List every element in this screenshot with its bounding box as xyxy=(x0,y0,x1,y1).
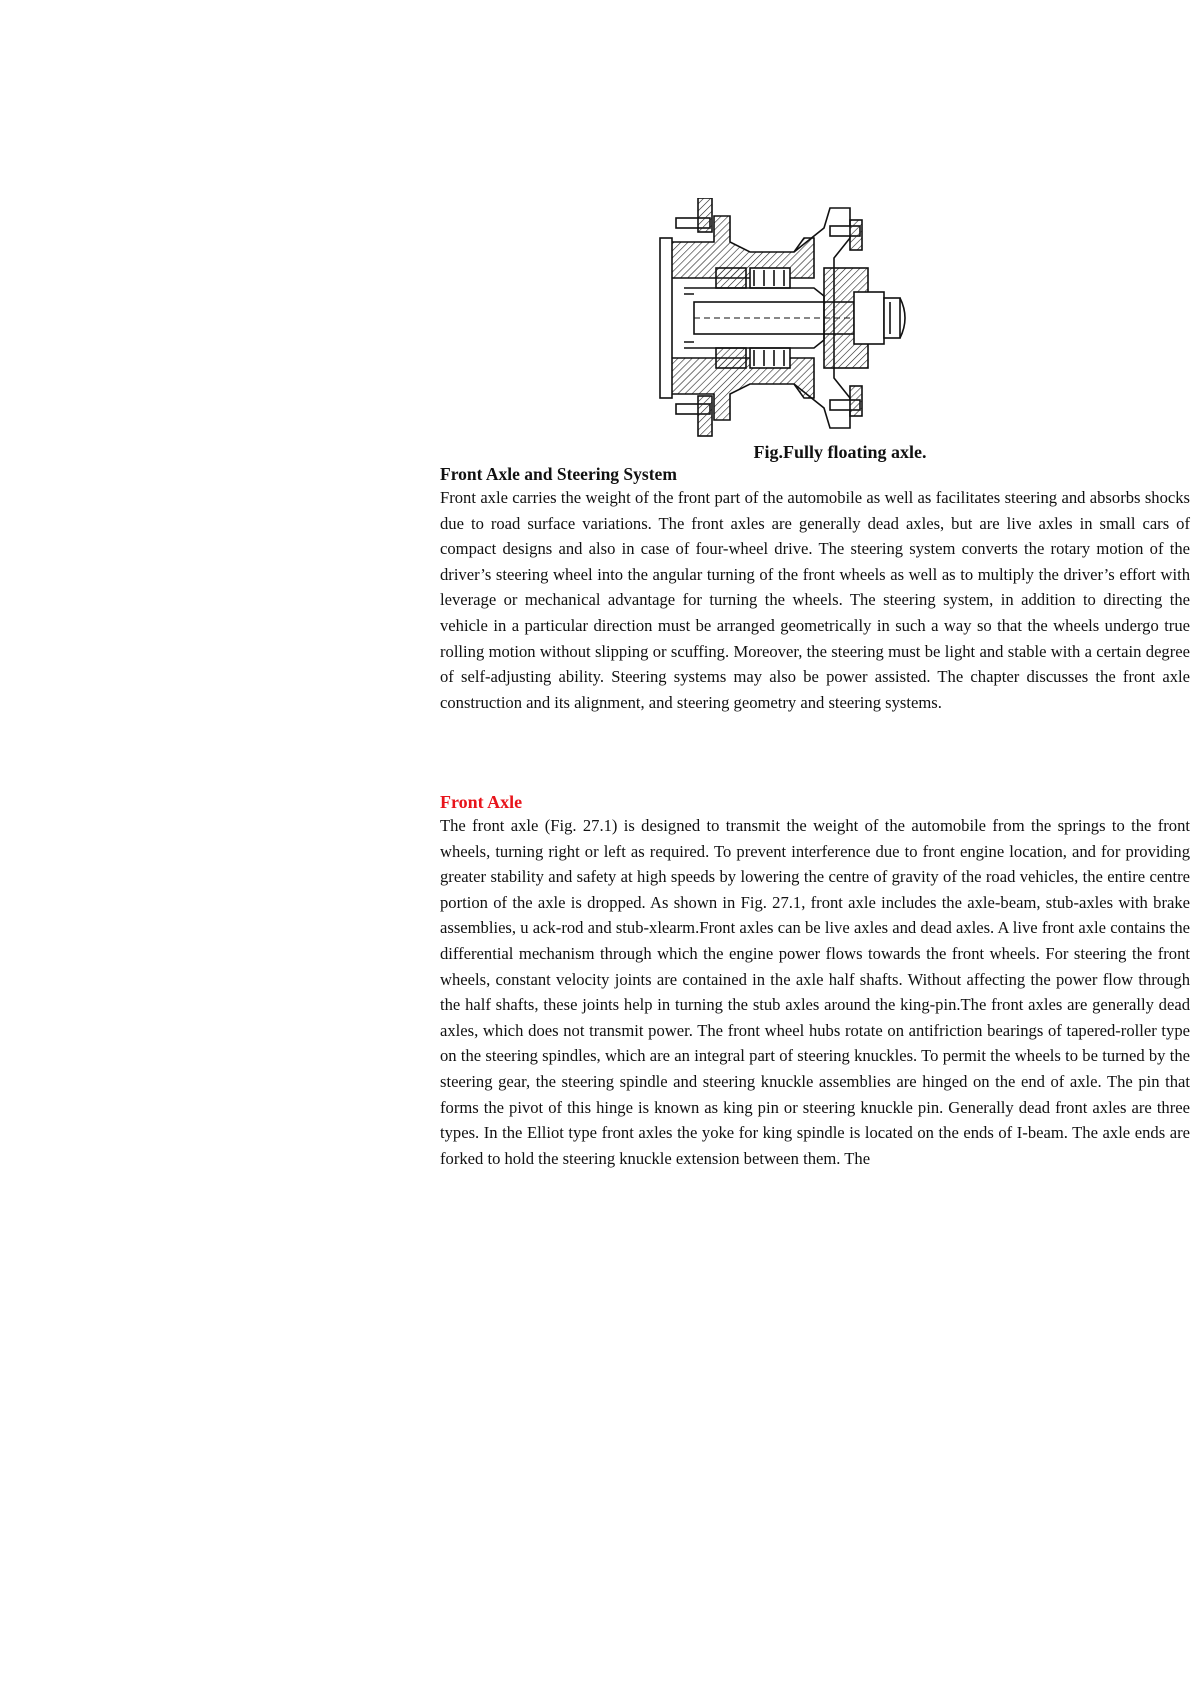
section-paragraph: Front axle carries the weight of the front part of the automobile as well as facilitates steering and absorbs shocks due to road surface variations. The front axles are generally dead axles, but are live axles in small cars of compact designs and also in case of four-wheel drive. The steering system converts the rotary motion of the driver’s steering wheel into the angular turning of the front wheels as well as to multiply the driver’s effort with leverage or mechanical advantage for turning the wheels. The steering system, in addition to directing the vehicle in a particular direction must be arranged geometrically in such a way so that the wheels undergo true rolling motion without slipping or scuffing. Moreover, the steering must be light and stable with a certain degree of self-adjusting ability. Steering systems may also be power assisted. The chapter discusses the front axle construction and its alignment, and steering geometry and steering systems. xyxy=(440,488,1190,712)
section-heading: Front Axle xyxy=(440,792,523,812)
section-front-axle-and-steering xyxy=(440,463,1190,715)
section-paragraph: The front axle (Fig. 27.1) is designed to transmit the weight of the automobile from the springs to the front wheels, turning right or left as required. To prevent interference due to front engine location, and for providing greater stability and safety at high speeds by lowering the centre of gravity of the road vehicles, the entire centre portion of the axle is dropped. As shown in Fig. 27.1, front axle includes the axle-beam, stub-axles with brake assemblies, u ack-rod and stub-xlearm.Front axles can be live axles and dead axles. A live front axle contains the differential mechanism through which the engine power flows towards the front wheels. For steering the front wheels, constant velocity joints are contained in the axle half shafts. Without affecting the power flow through the half shafts, these joints help in turning the stub axles around the king-pin.The front axles are generally dead axles, which does not transmit power. The front wheel hubs rotate on antifriction bearings of tapered-roller type on the steering spindles, which are an integral part of steering knuckles. To permit the wheels to be turned by the steering gear, the steering spindle and steering knuckle assemblies are hinged on the end of axle. The pin that forms the pivot of this hinge is known as king pin or steering knuckle pin. Generally dead front axles are three types. In the Elliot type front axles the yoke for king spindle is located on the ends of I-beam. The axle ends are forked to hold the steering knuckle extension between them. The xyxy=(440,816,1190,1168)
figure-caption: Fig.Fully floating axle. xyxy=(753,442,927,462)
fully-floating-axle-illustration xyxy=(654,198,924,442)
section-front-axle xyxy=(440,791,1190,1171)
section-heading: Front Axle and Steering System xyxy=(440,464,677,484)
